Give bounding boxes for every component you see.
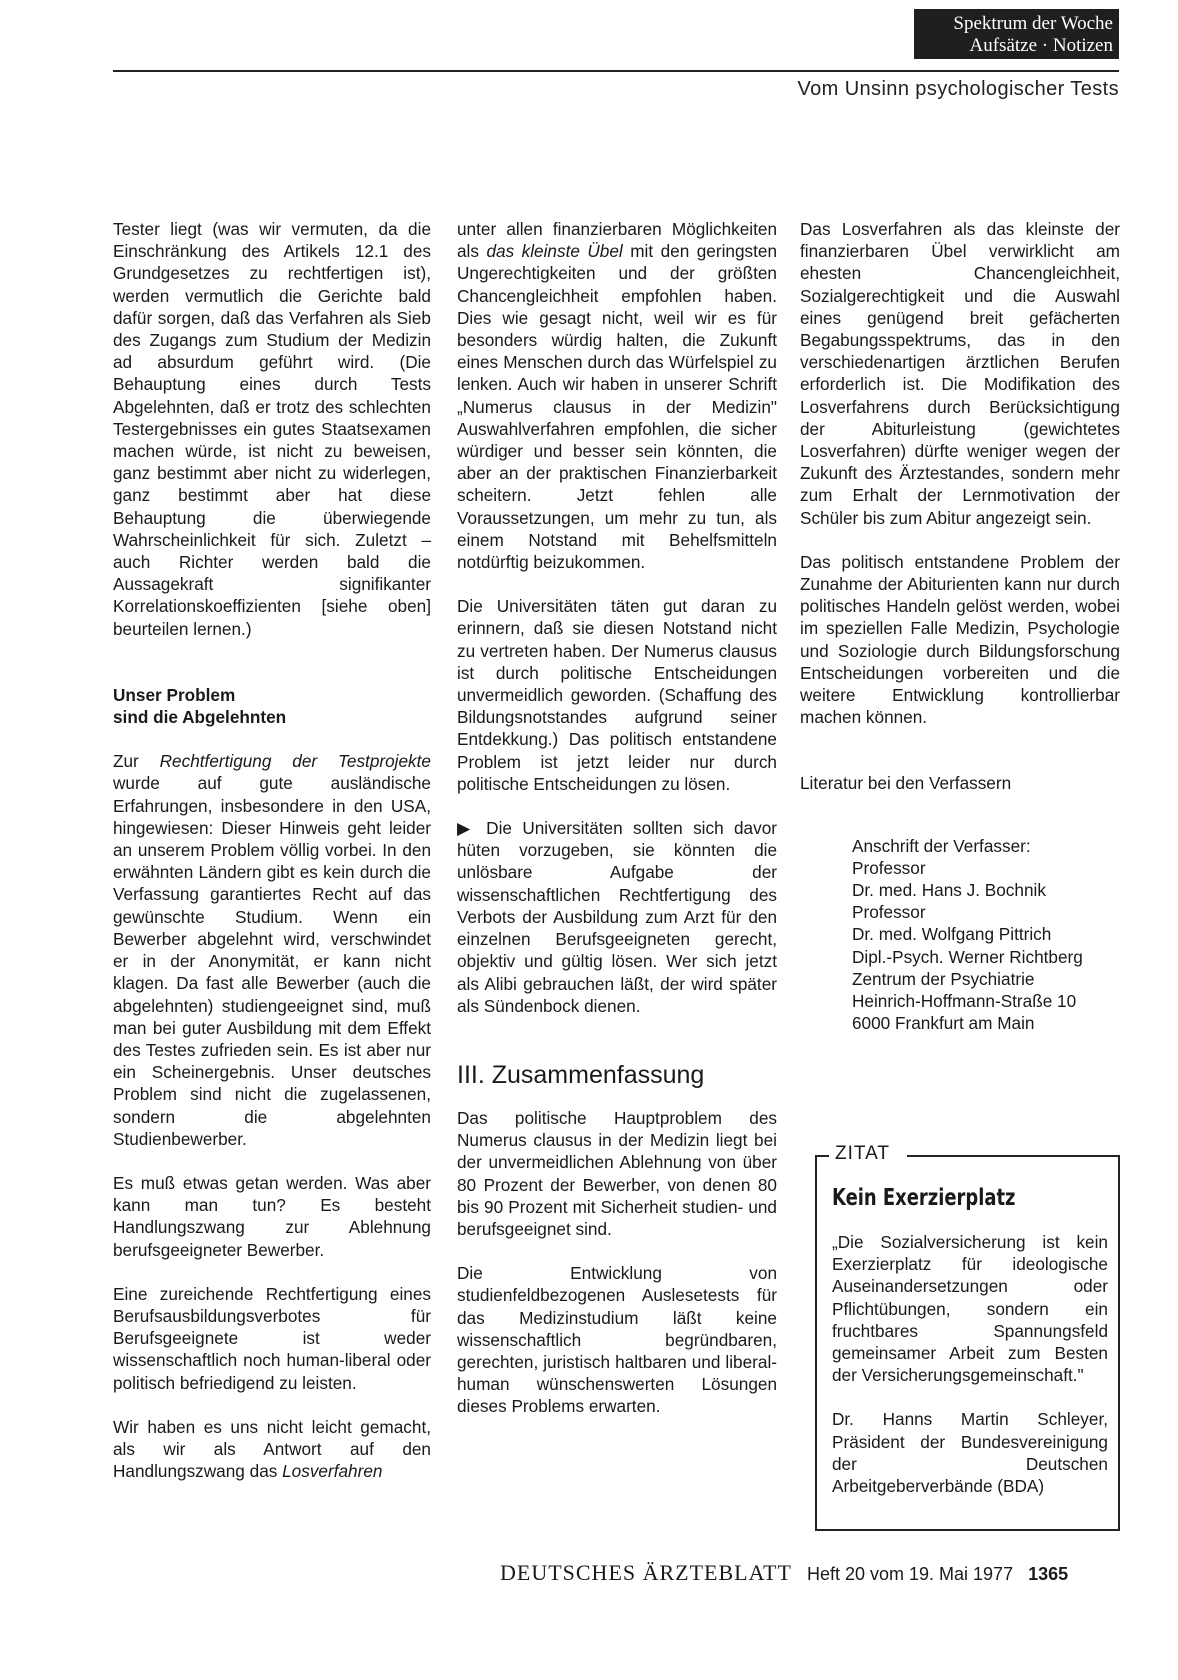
paragraph: Das politisch entstandene Problem der Zunahme der Abiturienten kann nur durch politisches Handeln gelöst werden, wobei im speziellen Falle Medizin, Psychologie und Soziologie durch Bildungsforschung Entscheidungen vorbereiten und die weitere Entwicklung kontrollierbar machen können. (800, 551, 1120, 728)
paragraph (113, 750, 431, 1150)
paragraph (457, 218, 777, 573)
subheading-line1: Unser Problem (113, 684, 236, 705)
text: mit den geringsten Ungerechtigkeiten und der größten Chancengleichheit empfohlen haben. Dies wie gesagt nicht, weil wir es für besonders würdig halten, die Zukunft eines Menschen durch das Würfelspiel zu lenken. Auch wir haben in unserer Schrift „Numerus clausus in der Medizin" Auswahlverfahren empfohlen, die sicher würdiger und besser sein könnten, die aber an der praktischen Finanzierbarkeit scheitern. Jetzt fehlen alle Voraussetzungen, um mehr zu tun, als einem Notstand mit Behelfsmitteln notdürftig beizukommen. (457, 241, 777, 573)
section-label-line2: Aufsätze · Notizen (969, 35, 1113, 56)
paragraph: Die Entwicklung von studienfeldbezogenen Auslesetests für das Medizinstudium läßt keine wissenschaftlich begründbaren, gerechten, juristisch haltbaren und liberal-human wünschenswerten Lösungen dieses Problems erwarten. (457, 1263, 777, 1417)
quote-box (815, 1143, 1120, 1531)
literature-note: Literatur bei den Verfassern (800, 773, 1012, 794)
arrow-icon: ▶ (457, 818, 476, 839)
footer (500, 1560, 1068, 1586)
section-heading: III. Zusammenfassung (457, 1060, 705, 1089)
emphasis: das kleinste Übel (486, 241, 623, 262)
address-line: Heinrich-Hoffmann-Straße 10 (852, 991, 1077, 1012)
text: unter allen finanzierbaren Möglichkeiten als (457, 219, 777, 262)
address-line: Dr. med. Hans J. Bochnik (852, 880, 1046, 901)
text: Wir haben es uns nicht leicht gemacht, als wir als Antwort auf den Handlungszwang das (113, 1416, 431, 1482)
section-label (914, 9, 1119, 59)
quote-text: „Die Sozialversicherung ist kein Exerzierplatz für ideologische Auseinandersetzungen oder Pflichtübungen, sondern ein fruchtbares Spannungsfeld gemeinsamer Arbeit zum Besten der Versicherungsgemeinschaft." (832, 1232, 1108, 1386)
paragraph: Es muß etwas getan werden. Was aber kann man tun? Es besteht Handlungszwang zur Ablehnung berufsgeeigneter Bewerber. (113, 1172, 431, 1260)
quote-label: ZITAT (835, 1143, 890, 1164)
address-line: Dipl.-Psych. Werner Richtberg (852, 946, 1083, 967)
paragraph (113, 1416, 431, 1483)
column-3 (800, 218, 1120, 1035)
paragraph: Die Universitäten täten gut daran zu erinnern, daß sie diesen Notstand nicht zu vertreten haben. Der Numerus clausus ist durch politische Entscheidungen unvermeidlich geworden. (Schaffung des Bildungsnotstandes aufgrund seiner Entdekkung.) Das politisch entstandene Problem ist jetzt leider nur durch politische Entscheidungen zu lösen. (457, 596, 777, 794)
journal-name: DEUTSCHES ÄRZTEBLATT (500, 1560, 792, 1585)
subheading-line2: sind die Abgelehnten (113, 707, 287, 728)
quote-body (832, 1231, 1108, 1497)
emphasis: Rechtfertigung der Testprojekte (159, 751, 431, 772)
paragraph (457, 817, 777, 1017)
column-1 (113, 218, 431, 1482)
emphasis: Losverfahren (282, 1461, 383, 1482)
quote-box-border (815, 1155, 829, 1157)
quote-title: Kein Exerzierplatz (832, 1185, 1016, 1211)
address-line: 6000 Frankfurt am Main (852, 1013, 1035, 1034)
paragraph: Das politische Hauptproblem des Numerus clausus in der Medizin liegt bei der unvermeidlichen Ablehnung von über 80 Prozent der Bewerber, von denen 80 bis 90 Prozent mit Sicherheit studien- und berufsgeeignet sind. (457, 1107, 777, 1239)
address-line: Dr. med. Wolfgang Pittrich (852, 924, 1052, 945)
column-2 (457, 218, 777, 1418)
page-number: 1365 (1028, 1564, 1069, 1584)
header-rule (113, 70, 1119, 72)
quote-source: Dr. Hanns Martin Schleyer, Präsident der Bundesvereinigung der Deutschen Arbeitgeberverbände (BDA) (832, 1409, 1108, 1497)
author-address (852, 835, 1120, 1035)
issue-info: Heft 20 vom 19. Mai 1977 (806, 1564, 1014, 1584)
paragraph: Das Losverfahren als das kleinste der finanzierbaren Übel verwirklicht am ehesten Chancengleichheit, Sozialgerechtigkeit und die Auswahl eines genügend breit gefächerten Begabungsspektrums, das in den verschiedenartigen ärztlichen Berufen erforderlich ist. Die Modifikation des Losverfahrens durch Berücksichtigung der Abiturleistung (gewichtetes Losverfahren) dürfte weniger wegen der Zukunft des Ärztestandes, sondern mehr zum Erhalt der Lernmotivation der Schüler bis zum Abitur angezeigt sein. (800, 219, 1120, 528)
address-line: Zentrum der Psychiatrie (852, 968, 1035, 989)
address-line: Professor (852, 857, 926, 878)
subheading (113, 684, 431, 728)
section-label-line1: Spektrum der Woche (953, 13, 1113, 34)
quote-box-border (907, 1155, 1120, 1157)
address-line: Anschrift der Verfasser: (852, 835, 1031, 856)
text: Zur (113, 751, 160, 772)
address-line: Professor (852, 902, 926, 923)
paragraph: Eine zureichende Rechtfertigung eines Berufsausbildungsverbotes für Berufsgeeignete ist weder wissenschaftlich noch human-liberal oder politisch befriedigend zu leisten. (113, 1283, 431, 1393)
paragraph: Tester liegt (was wir vermuten, da die Einschränkung des Artikels 12.1 des Grundgesetzes zu rechtfertigen ist), werden vermutlich die Gerichte bald dafür sorgen, daß das Verfahren als Sieb des Zugangs zum Studium der Medizin ad absurdum geführt wird. (Die Behauptung eines durch Tests Abgelehnten, daß er trotz des schlechten Testergebnisses ein gutes Staatsexamen machen würde, ist nicht zu beweisen, ganz bestimmt aber nicht zu widerlegen, ganz bestimmt aber hat diese Behauptung die überwiegende Wahrscheinlichkeit für sich. Zuletzt – auch Richter werden bald die Aussagekraft signifikanter Korrelationskoeffizienten [siehe oben] beurteilen lernen.) (113, 219, 431, 639)
running-title: Vom Unsinn psychologischer Tests (797, 78, 1119, 100)
text: Die Universitäten sollten sich davor hüten vorzugeben, sie könnten die unlösbare Aufgabe der wissenschaftlichen Rechtfertigung des Verbots der Ausbildung zum Arzt für den einzelnen Berufsgeeigneten gerecht, objektiv und gültig lösen. Wer sich jetzt als Alibi gebrauchen läßt, der wird später als Sündenbock dienen. (457, 818, 777, 1016)
text: wurde auf gute ausländische Erfahrungen, insbesondere in den USA, hingewiesen: Dieser Hinweis geht leider an unserem Problem völlig vorbei. In den erwähnten Ländern gibt es kein durch die Verfassung garantiertes Recht auf das gewünschte Studium. Wenn ein Bewerber abgelehnt wird, verschwindet er in der Anonymität, er kann nicht klagen. Da fast alle Bewerber (auch die abgelehnten) studiengeeignet sind, muß man bei guter Ausbildung mit dem Effekt des Testes zufrieden sein. Es ist aber nur ein Scheinergebnis. Unser deutsches Problem sind nicht die zugelassenen, sondern die abgelehnten Studienbewerber. (113, 773, 431, 1149)
